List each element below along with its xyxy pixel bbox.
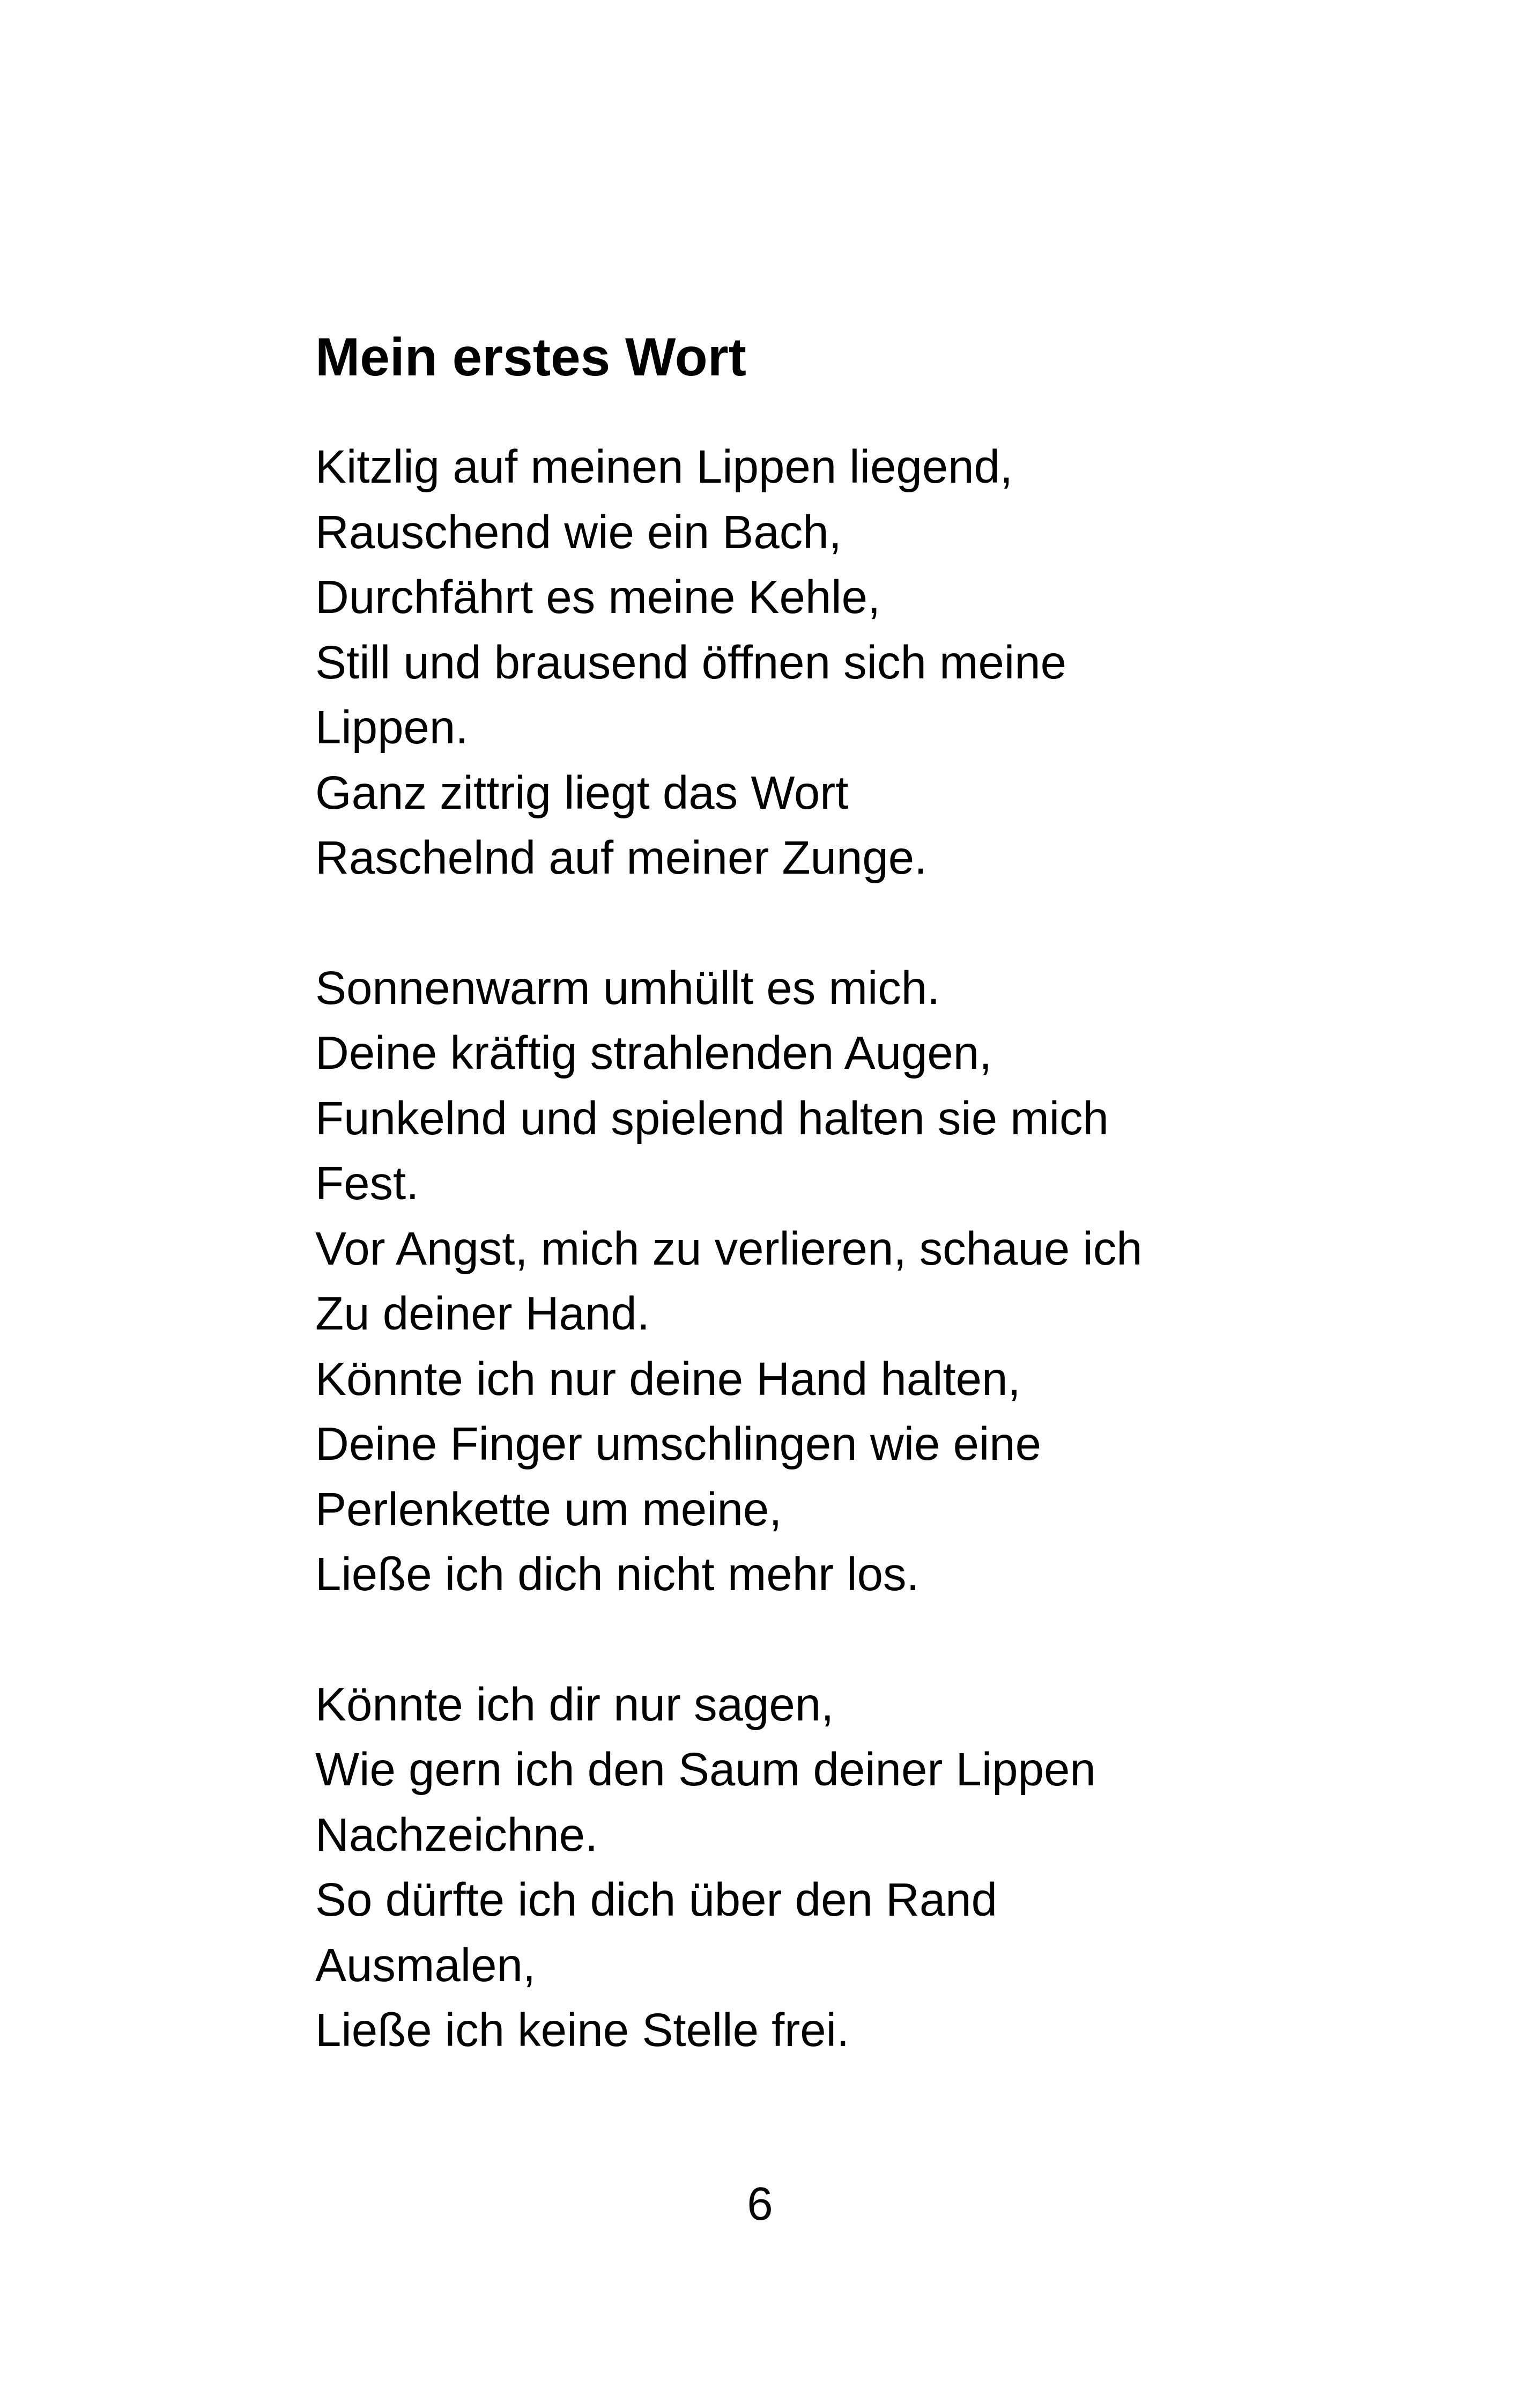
poem-line: Wie gern ich den Saum deiner Lippen <box>315 1744 1096 1796</box>
page-number: 6 <box>747 2178 773 2230</box>
poem-line: Lippen. <box>315 701 469 754</box>
stanza-1 <box>315 434 1441 891</box>
poem-line: Fest. <box>315 1157 419 1209</box>
poem-line: Rauschend wie ein Bach, <box>315 506 842 558</box>
poem-line: Nachzeichne. <box>315 1808 598 1861</box>
poem-line: Ganz zittrig liegt das Wort <box>315 766 849 819</box>
poem-title: Mein erstes Wort <box>315 327 746 387</box>
poem-line: Vor Angst, mich zu verlieren, schaue ich <box>315 1222 1143 1275</box>
poem-line: Deine Finger umschlingen wie eine <box>315 1418 1042 1470</box>
poem-line: Sonnenwarm umhüllt es mich. <box>315 962 940 1014</box>
poem-line: Ausmalen, <box>315 1939 536 1991</box>
poem-body <box>315 434 1441 2128</box>
poem-line: Durchfährt es meine Kehle, <box>315 571 881 623</box>
poem-line: Funkelnd und spielend halten sie mich <box>315 1092 1109 1144</box>
poem-line: So dürfte ich dich über den Rand <box>315 1874 997 1926</box>
poem-line: Deine kräftig strahlenden Augen, <box>315 1027 992 1079</box>
poem-line: Perlenkette um meine, <box>315 1483 782 1535</box>
poem-line: Raschelnd auf meiner Zunge. <box>315 832 928 884</box>
poem-line: Zu deiner Hand. <box>315 1288 650 1340</box>
stanza-2 <box>315 956 1441 1607</box>
poem-line: Ließe ich dich nicht mehr los. <box>315 1548 920 1600</box>
poem-line: Könnte ich dir nur sagen, <box>315 1678 834 1731</box>
poem-line: Könnte ich nur deine Hand halten, <box>315 1353 1021 1405</box>
poem-line: Kitzlig auf meinen Lippen liegend, <box>315 441 1013 493</box>
stanza-3 <box>315 1672 1441 2063</box>
poem-line: Ließe ich keine Stelle frei. <box>315 2004 850 2056</box>
poem-line: Still und brausend öffnen sich meine <box>315 636 1066 689</box>
